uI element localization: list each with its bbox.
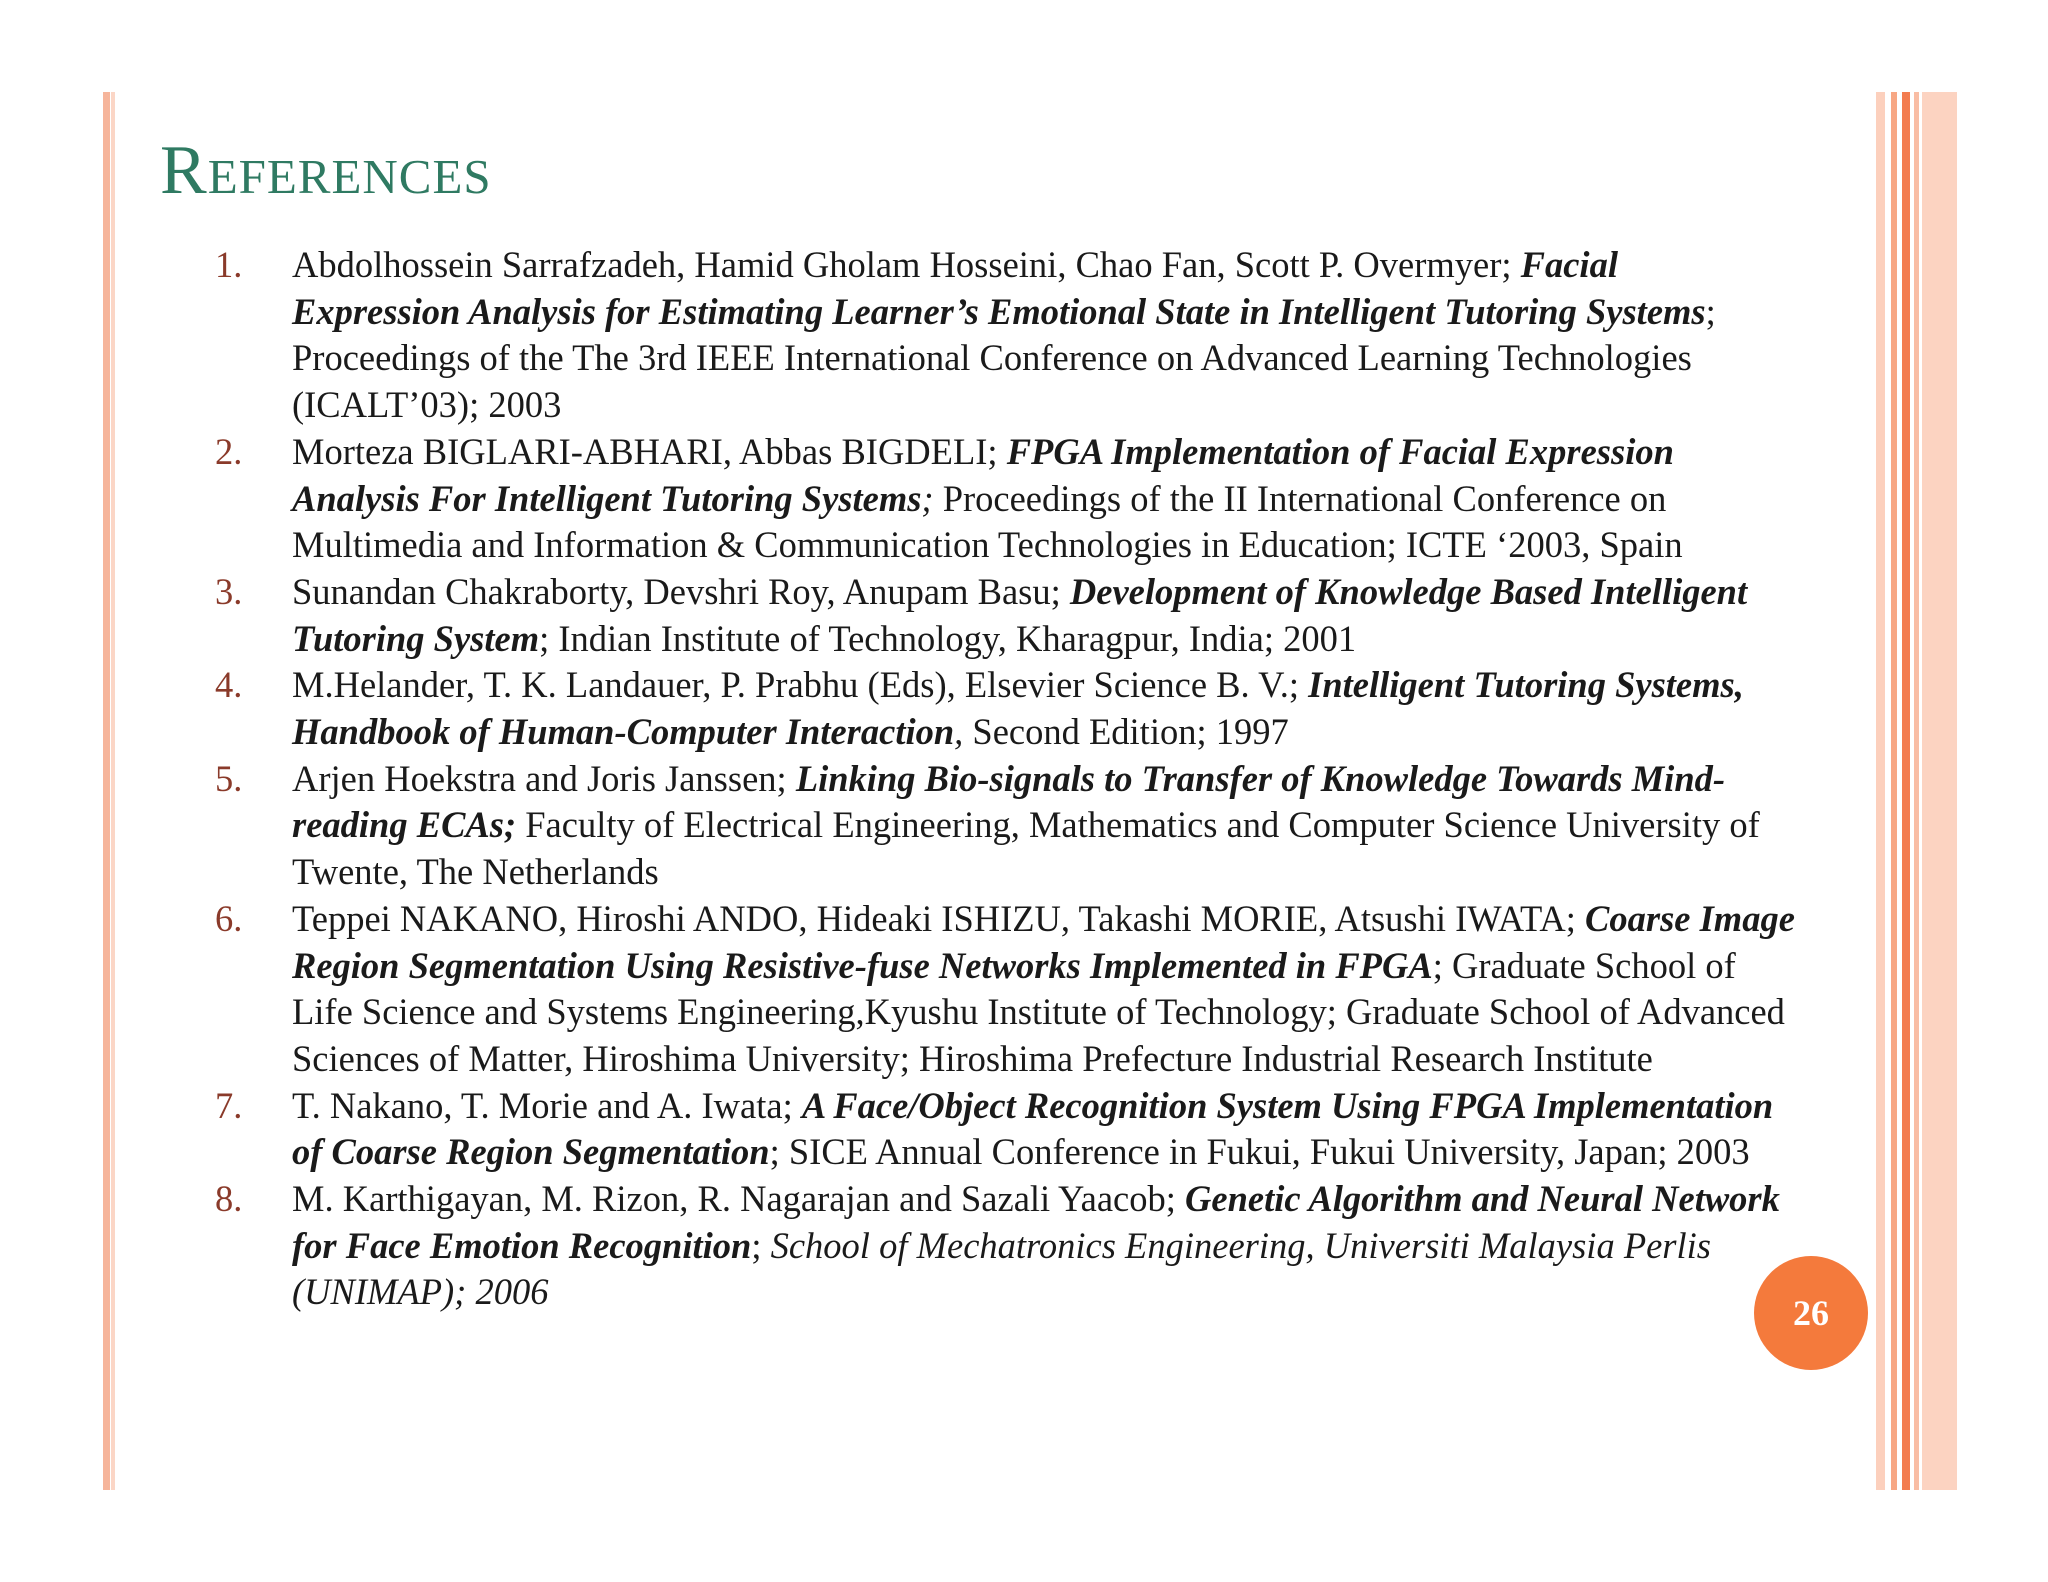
reference-item	[215, 242, 1795, 429]
reference-authors: Morteza BIGLARI-ABHARI, Abbas BIGDELI;	[292, 430, 1007, 472]
reference-details-italic: School of Mechatronics Engineering, Universiti Malaysia Perlis (UNIMAP); 2006	[292, 1224, 1712, 1313]
reference-item	[215, 896, 1795, 1083]
right-decorative-bar	[1902, 92, 1910, 1490]
right-decorative-bar	[1876, 92, 1885, 1490]
reference-title: Facial Expression Analysis for Estimating Learner’s Emotional State in Intelligent Tutoring Systems	[292, 244, 1706, 332]
reference-title-punct: ;	[921, 477, 934, 519]
left-decorative-bar-inner	[111, 92, 115, 1490]
reference-details: Second Edition; 1997	[963, 711, 1289, 753]
reference-details: ; Graduate School of Life Science and Systems Engineering,Kyushu Institute of Technology; Graduate School of Advanced Sciences of Matter, Hiroshima University; Hiroshima Prefecture Industrial Research Institute	[292, 944, 1785, 1079]
reference-authors: M. Karthigayan, M. Rizon, R. Nagarajan and Sazali Yaacob;	[292, 1178, 1186, 1220]
reference-title: Intelligent Tutoring Systems, Handbook of Human-Computer Interaction	[292, 664, 1744, 753]
left-decorative-bar	[103, 92, 110, 1490]
reference-authors: T. Nakano, T. Morie and A. Iwata;	[292, 1084, 802, 1126]
reference-authors: Abdolhossein Sarrafzadeh, Hamid Gholam Hosseini, Chao Fan, Scott P. Overmyer;	[292, 244, 1521, 285]
reference-details: Proceedings of the II International Conference on Multimedia and Information & Communication Technologies in Education; ICTE ‘2003, Spain	[292, 477, 1683, 566]
reference-item	[215, 429, 1795, 569]
reference-item	[215, 1083, 1795, 1176]
reference-authors: M.Helander, T. K. Landauer, P. Prabhu (Eds), Elsevier Science B. V.;	[292, 664, 1309, 706]
reference-details: ;	[751, 1224, 771, 1266]
reference-item	[215, 1176, 1795, 1316]
reference-authors: Arjen Hoekstra and Joris Janssen;	[292, 757, 796, 799]
reference-details: Faculty of Electrical Engineering, Mathematics and Computer Science University of Twente, The Netherlands	[292, 804, 1760, 893]
reference-item	[215, 662, 1795, 755]
reference-authors: Teppei NAKANO, Hiroshi ANDO, Hideaki ISHIZU, Takashi MORIE, Atsushi IWATA;	[292, 897, 1586, 939]
reference-title: FPGA Implementation of Facial Expression Analysis For Intelligent Tutoring Systems	[292, 430, 1674, 519]
right-decorative-bar	[1891, 92, 1897, 1490]
reference-number: 6.	[215, 897, 243, 939]
reference-title: Linking Bio-signals to Transfer of Knowledge Towards Mind-reading ECAs;	[292, 757, 1726, 846]
reference-authors: Sunandan Chakraborty, Devshri Roy, Anupam Basu;	[292, 570, 1070, 612]
reference-title: Genetic Algorithm and Neural Network for Face Emotion Recognition	[292, 1178, 1780, 1266]
reference-list	[215, 242, 1795, 1316]
reference-title-punct: ,	[954, 711, 964, 753]
reference-number: 3.	[215, 570, 243, 612]
reference-number: 8.	[215, 1178, 243, 1220]
reference-details: ; Proceedings of the The 3rd IEEE International Conference on Advanced Learning Technologies (ICALT’03); 2003	[292, 290, 1716, 426]
reference-details: ; Indian Institute of Technology, Kharagpur, India; 2001	[539, 617, 1357, 659]
reference-details: ; SICE Annual Conference in Fukui, Fukui University, Japan; 2003	[769, 1131, 1750, 1173]
page-number-badge: 26	[1754, 1256, 1868, 1370]
reference-title: Development of Knowledge Based Intelligent Tutoring System	[292, 570, 1748, 659]
reference-number: 5.	[215, 757, 243, 799]
reference-number: 4.	[215, 664, 243, 706]
reference-number: 7.	[215, 1084, 243, 1126]
reference-number: 1.	[215, 244, 243, 285]
reference-item	[215, 756, 1795, 896]
reference-number: 2.	[215, 430, 243, 472]
reference-title: A Face/Object Recognition System Using FPGA Implementation of Coarse Region Segmentation	[292, 1084, 1774, 1173]
reference-title: Coarse Image Region Segmentation Using Resistive-fuse Networks Implemented in FPGA	[292, 897, 1795, 986]
right-decorative-bar	[1914, 92, 1919, 1490]
right-decorative-bar	[1922, 92, 1957, 1490]
reference-item	[215, 569, 1795, 662]
slide-title: References	[160, 132, 492, 209]
